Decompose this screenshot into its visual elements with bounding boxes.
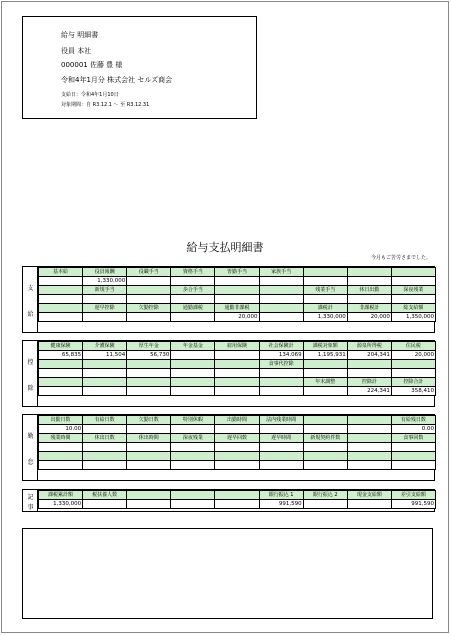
- attendance-cell-2-2: 休出時間: [127, 434, 171, 443]
- payment-row-5: [39, 313, 436, 322]
- payment-cell-5-1: [83, 313, 127, 322]
- deduction-cell-3-4: [215, 369, 259, 378]
- attendance-cell-1-0: 10.00: [39, 425, 83, 434]
- deduction-cell-3-6: [303, 369, 347, 378]
- attendance-cell-5-3: [171, 461, 215, 470]
- attendance-cell-5-1: [83, 461, 127, 470]
- payment-cell-2-5: [259, 286, 303, 295]
- deduction-cell-2-8: [391, 360, 435, 369]
- attendance-cell-4-1: [83, 452, 127, 461]
- deduction-table: [38, 341, 436, 396]
- payment-cell-2-3: 歩合手当: [171, 286, 215, 295]
- attendance-table: [38, 415, 436, 470]
- deduction-row-3: [39, 369, 436, 378]
- deduction-row-2: [39, 360, 436, 369]
- attendance-row-1: [39, 425, 436, 434]
- attendance-cell-5-5: [259, 461, 303, 470]
- pay-date: 支給日：令和4年1月10日: [61, 92, 119, 98]
- summary-cell-0-5: 銀行振込 1: [259, 491, 303, 500]
- deduction-cell-3-8: [391, 369, 435, 378]
- deduction-cell-1-2: 56,730: [127, 351, 171, 360]
- page-title: 給与支払明細書: [186, 241, 264, 254]
- payment-cell-5-3: [171, 313, 215, 322]
- payment-cell-0-4: 皆勤手当: [215, 268, 259, 277]
- payment-cell-5-0: [39, 313, 83, 322]
- attendance-cell-1-1: [83, 425, 127, 434]
- attendance-cell-4-4: [215, 452, 259, 461]
- deduction-cell-5-2: [127, 387, 171, 396]
- deduction-cell-4-4: [215, 378, 259, 387]
- deduction-cell-3-1: [83, 369, 127, 378]
- summary-cell-1-0: 1,330,000: [39, 500, 83, 509]
- attendance-cell-3-4: [215, 443, 259, 452]
- attendance-cell-1-2: [127, 425, 171, 434]
- attendance-cell-5-0: [39, 461, 83, 470]
- department: 役員 本社: [61, 47, 92, 55]
- payment-cell-5-4: 20,000: [215, 313, 259, 322]
- deduction-cell-2-4: [215, 360, 259, 369]
- deduction-cell-3-3: [171, 369, 215, 378]
- payment-cell-3-6: [303, 295, 347, 304]
- deduction-cell-0-7: 源泉所得税: [347, 342, 391, 351]
- attendance-cell-2-5: 遅早時間: [259, 434, 303, 443]
- deduction-cell-2-3: [171, 360, 215, 369]
- deduction-cell-0-4: 雇用保険: [215, 342, 259, 351]
- deduction-cell-3-2: [127, 369, 171, 378]
- payment-cell-2-2: [127, 286, 171, 295]
- payment-row-0: [39, 268, 436, 277]
- attendance-row-3: [39, 443, 436, 452]
- summary-cell-0-6: 銀行振込 2: [303, 491, 347, 500]
- deduction-cell-4-2: [127, 378, 171, 387]
- attendance-cell-3-3: [171, 443, 215, 452]
- deduction-cell-5-8: 358,410: [391, 387, 435, 396]
- payment-cell-4-2: 欠勤控除: [127, 304, 171, 313]
- deduction-cell-3-0: [39, 369, 83, 378]
- deduction-cell-5-3: [171, 387, 215, 396]
- attendance-cell-3-2: [127, 443, 171, 452]
- deduction-cell-5-5: [259, 387, 303, 396]
- deduction-cell-2-2: [127, 360, 171, 369]
- payment-cell-0-6: [303, 268, 347, 277]
- deduction-cell-0-1: 介護保険: [83, 342, 127, 351]
- payment-cell-2-8: 深夜残業: [391, 286, 435, 295]
- summary-cell-1-7: [347, 500, 391, 509]
- summary-cell-0-0: 課税累計額: [39, 491, 83, 500]
- payment-cell-1-5: [259, 277, 303, 286]
- payment-row-3: [39, 295, 436, 304]
- payment-cell-1-8: [391, 277, 435, 286]
- memo-box: [22, 528, 433, 619]
- payment-cell-0-5: 家族手当: [259, 268, 303, 277]
- deduction-cell-2-1: [83, 360, 127, 369]
- summary-table: [38, 490, 436, 509]
- deduction-cell-0-0: 健康保険: [39, 342, 83, 351]
- deduction-cell-0-8: 住民税: [391, 342, 435, 351]
- payment-cell-4-7: 非課税計: [347, 304, 391, 313]
- attendance-cell-1-8: 0.00: [391, 425, 435, 434]
- deduction-row-0: [39, 342, 436, 351]
- deduction-cell-4-6: 年末調整: [303, 378, 347, 387]
- payment-cell-2-0: [39, 286, 83, 295]
- attendance-caption: 勤 怠: [23, 415, 38, 480]
- summary-cell-0-4: [215, 491, 259, 500]
- greeting-note: 今月もご苦労さまでした。: [370, 255, 431, 261]
- attendance-cell-2-7: [347, 434, 391, 443]
- payment-cell-4-3: 通勤課税: [171, 304, 215, 313]
- summary-cell-0-8: 差引支給額: [391, 491, 435, 500]
- deduction-row-4: [39, 378, 436, 387]
- employee-name: 000001 佐藤 豊 様: [61, 61, 123, 69]
- payment-cell-0-1: 役員報酬: [83, 268, 127, 277]
- summary-cell-1-5: 991,590: [259, 500, 303, 509]
- attendance-row-2: [39, 434, 436, 443]
- attendance-cell-3-0: [39, 443, 83, 452]
- payment-cell-3-3: [171, 295, 215, 304]
- payment-cell-5-8: 1,350,000: [391, 313, 435, 322]
- payment-cell-2-7: 休日出勤: [347, 286, 391, 295]
- attendance-cell-0-6: [303, 416, 347, 425]
- deduction-cell-4-8: 控除合計: [391, 378, 435, 387]
- deduction-cell-2-6: [303, 360, 347, 369]
- payment-cell-4-0: [39, 304, 83, 313]
- payment-row-1: [39, 277, 436, 286]
- attendance-cell-0-4: 出勤時間: [215, 416, 259, 425]
- attendance-cell-2-4: 遅早回数: [215, 434, 259, 443]
- address-box: [22, 16, 257, 119]
- payment-cell-3-1: [83, 295, 127, 304]
- attendance-cell-2-3: 深夜残業: [171, 434, 215, 443]
- summary-cell-1-6: [303, 500, 347, 509]
- summary-cell-1-2: [127, 500, 171, 509]
- payment-cell-4-8: 総支給額: [391, 304, 435, 313]
- payment-cell-3-4: [215, 295, 259, 304]
- attendance-cell-0-8: 有給残日数: [391, 416, 435, 425]
- doc-title: 給与 明細書: [61, 31, 99, 39]
- payment-cell-3-7: [347, 295, 391, 304]
- payment-cell-1-1: 1,330,000: [83, 277, 127, 286]
- payment-cell-5-2: [127, 313, 171, 322]
- payment-cell-0-7: [347, 268, 391, 277]
- attendance-section: [22, 414, 435, 481]
- payment-section: [22, 266, 435, 333]
- deduction-cell-3-5: [259, 369, 303, 378]
- deduction-cell-4-1: [83, 378, 127, 387]
- summary-row-0: [39, 491, 436, 500]
- summary-cell-0-2: [127, 491, 171, 500]
- attendance-cell-3-7: [347, 443, 391, 452]
- attendance-cell-1-6: [303, 425, 347, 434]
- period-company: 令和4年1月分 株式会社 セルズ商会: [61, 76, 173, 84]
- attendance-cell-0-5: 法内残業時間: [259, 416, 303, 425]
- deduction-cell-0-2: 厚生年金: [127, 342, 171, 351]
- deduction-cell-0-3: 年金基金: [171, 342, 215, 351]
- payment-cell-2-6: 残業手当: [303, 286, 347, 295]
- payment-cell-4-5: [259, 304, 303, 313]
- payment-cell-5-5: [259, 313, 303, 322]
- summary-cell-1-3: [171, 500, 215, 509]
- deduction-cell-1-1: 11,504: [83, 351, 127, 360]
- deduction-cell-0-5: 社会保険計: [259, 342, 303, 351]
- payment-cell-4-6: 課税計: [303, 304, 347, 313]
- payment-cell-0-8: [391, 268, 435, 277]
- attendance-cell-3-1: [83, 443, 127, 452]
- deduction-cell-2-7: [347, 360, 391, 369]
- payment-row-4: [39, 304, 436, 313]
- attendance-cell-5-8: [391, 461, 435, 470]
- deduction-cell-1-0: 65,835: [39, 351, 83, 360]
- summary-cell-0-1: 税扶養人数: [83, 491, 127, 500]
- attendance-cell-4-3: [171, 452, 215, 461]
- deduction-cell-5-6: [303, 387, 347, 396]
- deduction-cell-5-4: [215, 387, 259, 396]
- payment-cell-3-0: [39, 295, 83, 304]
- deduction-cell-1-5: 134,069: [259, 351, 303, 360]
- attendance-cell-1-7: [347, 425, 391, 434]
- attendance-cell-1-3: [171, 425, 215, 434]
- deduction-cell-1-4: [215, 351, 259, 360]
- attendance-cell-0-0: 出勤日数: [39, 416, 83, 425]
- deduction-cell-0-6: 課税対象額: [303, 342, 347, 351]
- attendance-cell-4-8: [391, 452, 435, 461]
- deduction-cell-1-3: [171, 351, 215, 360]
- deduction-cell-4-7: 控除計: [347, 378, 391, 387]
- payment-cell-3-5: [259, 295, 303, 304]
- attendance-cell-2-6: 新規契約件数: [303, 434, 347, 443]
- attendance-cell-5-6: [303, 461, 347, 470]
- payment-cell-1-0: [39, 277, 83, 286]
- attendance-cell-5-7: [347, 461, 391, 470]
- target-period: 対象期間：自 R3.12.1 〜 至 R3.12.31: [61, 102, 150, 108]
- payment-cell-1-2: [127, 277, 171, 286]
- deduction-cell-5-7: 224,341: [347, 387, 391, 396]
- attendance-cell-5-4: [215, 461, 259, 470]
- summary-cell-1-1: [83, 500, 127, 509]
- deduction-caption: 控 除: [23, 341, 38, 406]
- attendance-cell-0-7: [347, 416, 391, 425]
- attendance-cell-2-0: 残業時間: [39, 434, 83, 443]
- payment-cell-4-4: 通勤非課税: [215, 304, 259, 313]
- summary-cell-1-4: [215, 500, 259, 509]
- attendance-cell-0-3: 特別休暇: [171, 416, 215, 425]
- attendance-row-5: [39, 461, 436, 470]
- payment-cell-1-4: [215, 277, 259, 286]
- attendance-cell-4-5: [259, 452, 303, 461]
- attendance-row-0: [39, 416, 436, 425]
- payment-cell-0-2: 役職手当: [127, 268, 171, 277]
- attendance-cell-2-8: 食事回数: [391, 434, 435, 443]
- payment-cell-2-4: [215, 286, 259, 295]
- summary-caption: 記 事: [23, 490, 38, 511]
- summary-section: [22, 489, 435, 512]
- payment-cell-1-7: [347, 277, 391, 286]
- payment-cell-5-7: 20,000: [347, 313, 391, 322]
- deduction-cell-4-3: [171, 378, 215, 387]
- attendance-cell-5-2: [127, 461, 171, 470]
- payment-cell-5-6: 1,330,000: [303, 313, 347, 322]
- attendance-row-4: [39, 452, 436, 461]
- deduction-cell-5-1: [83, 387, 127, 396]
- attendance-cell-4-6: [303, 452, 347, 461]
- payment-cell-2-1: 新規手当: [83, 286, 127, 295]
- payment-cell-3-8: [391, 295, 435, 304]
- deduction-cell-3-7: [347, 369, 391, 378]
- payment-caption: 支 給: [23, 267, 38, 332]
- deduction-cell-1-8: 20,000: [391, 351, 435, 360]
- payment-cell-3-2: [127, 295, 171, 304]
- payment-row-2: [39, 286, 436, 295]
- attendance-cell-4-7: [347, 452, 391, 461]
- attendance-cell-3-6: [303, 443, 347, 452]
- deduction-cell-2-0: [39, 360, 83, 369]
- attendance-cell-0-2: 欠勤日数: [127, 416, 171, 425]
- attendance-cell-4-2: [127, 452, 171, 461]
- attendance-cell-4-0: [39, 452, 83, 461]
- deduction-row-1: [39, 351, 436, 360]
- payslip-page: [1, 1, 449, 633]
- deduction-cell-5-0: [39, 387, 83, 396]
- payment-cell-1-3: [171, 277, 215, 286]
- deduction-cell-4-0: [39, 378, 83, 387]
- summary-cell-1-8: 991,590: [391, 500, 435, 509]
- payment-cell-1-6: [303, 277, 347, 286]
- deduction-section: [22, 340, 435, 407]
- summary-row-1: [39, 500, 436, 509]
- payment-cell-4-1: 遅早控除: [83, 304, 127, 313]
- deduction-cell-1-7: 204,341: [347, 351, 391, 360]
- deduction-cell-4-5: [259, 378, 303, 387]
- attendance-cell-1-4: [215, 425, 259, 434]
- attendance-cell-3-5: [259, 443, 303, 452]
- attendance-cell-3-8: [391, 443, 435, 452]
- deduction-row-5: [39, 387, 436, 396]
- attendance-cell-2-1: 休出日数: [83, 434, 127, 443]
- attendance-cell-0-1: 有給日数: [83, 416, 127, 425]
- summary-cell-0-3: [171, 491, 215, 500]
- payment-table: [38, 267, 436, 322]
- payment-cell-0-3: 資格手当: [171, 268, 215, 277]
- payment-cell-0-0: 基本給: [39, 268, 83, 277]
- summary-cell-0-7: 現金支給額: [347, 491, 391, 500]
- deduction-cell-2-5: 食事代控除: [259, 360, 303, 369]
- deduction-cell-1-6: 1,195,931: [303, 351, 347, 360]
- attendance-cell-1-5: [259, 425, 303, 434]
